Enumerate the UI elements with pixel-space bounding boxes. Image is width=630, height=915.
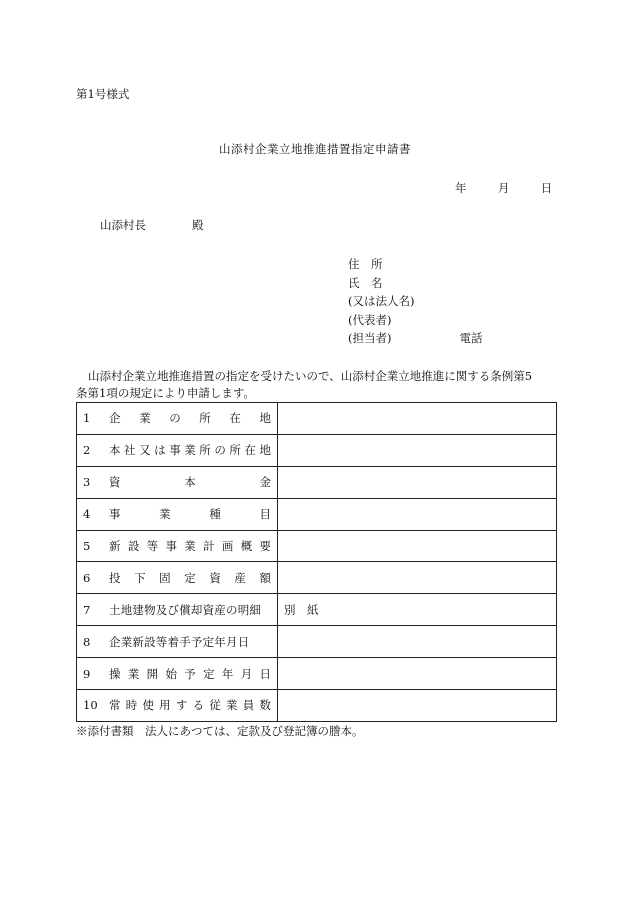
- table-row: [77, 530, 557, 562]
- statement-line-2: 条第1項の規定により申請します。: [76, 386, 255, 400]
- addressee: [100, 217, 204, 233]
- applicant-phone: 電話: [459, 331, 483, 345]
- form-number: 第1号様式: [76, 87, 130, 101]
- addressee-honorific: 殿: [192, 218, 204, 232]
- item-value-cell[interactable]: [278, 690, 557, 722]
- item-number: 10: [83, 698, 98, 713]
- item-number: 4: [83, 507, 91, 522]
- item-number: 8: [83, 634, 91, 649]
- item-number: 5: [83, 539, 91, 553]
- applicant-address: 住 所: [348, 257, 383, 271]
- item-label: 土地建物及び償却資産の明細: [109, 602, 262, 617]
- item-label-cell: [77, 403, 278, 435]
- item-number: 2: [83, 443, 91, 458]
- table-row: [77, 690, 557, 722]
- item-value-cell[interactable]: [278, 658, 557, 690]
- table-row: [77, 434, 557, 466]
- attachment-note: ※添付書類 法人にあつては、定款及び登記簿の謄本。: [76, 724, 364, 738]
- item-label-cell: [77, 690, 278, 722]
- item-value-cell[interactable]: [278, 403, 557, 435]
- table-row: [77, 498, 557, 530]
- item-label-cell: [77, 626, 278, 658]
- item-label: 資 本 金: [109, 475, 271, 490]
- item-value-cell[interactable]: [278, 434, 557, 466]
- item-value-cell[interactable]: [278, 498, 557, 530]
- item-value-cell[interactable]: [278, 466, 557, 498]
- item-label: 企業新設等着手予定年月日: [109, 634, 250, 649]
- table-row: [77, 466, 557, 498]
- item-label: 操 業 開 始 予 定 年 月 日: [109, 666, 271, 681]
- item-label-cell: [77, 562, 278, 594]
- item-label-cell: [77, 434, 278, 466]
- applicant-representative: (代表者): [348, 312, 392, 327]
- table-row: [77, 403, 557, 435]
- item-number: 9: [83, 666, 91, 681]
- applicant-block: [348, 255, 482, 348]
- table-row: [77, 626, 557, 658]
- item-label-cell: [77, 466, 278, 498]
- item-number: 6: [83, 570, 91, 585]
- table-row: [77, 658, 557, 690]
- item-number: 7: [83, 602, 91, 617]
- item-label-cell: [77, 594, 278, 626]
- item-label-cell: [77, 498, 278, 530]
- item-label-cell: [77, 658, 278, 690]
- item-label-cell: [77, 530, 278, 562]
- item-label: 投 下 固 定 資 産 額: [109, 570, 271, 585]
- date-month: 月: [497, 181, 510, 195]
- document-title: 山添村企業立地推進措置指定申請書: [219, 142, 411, 156]
- applicant-corp-name: (又は法人名): [348, 294, 415, 308]
- item-number: 3: [83, 475, 91, 490]
- item-value-cell[interactable]: 別 紙: [278, 594, 557, 626]
- table-row: [77, 562, 557, 594]
- applicant-contact: (担当者): [348, 331, 392, 345]
- item-number: 1: [83, 411, 91, 426]
- applicant-contact-row: [348, 329, 482, 348]
- addressee-name: 山添村長: [100, 218, 146, 232]
- date-line: [455, 180, 552, 196]
- item-label: 事 業 種 目: [109, 507, 271, 522]
- item-value-cell[interactable]: [278, 530, 557, 562]
- table-row: [77, 594, 557, 626]
- item-label: 新 設 等 事 業 計 画 概 要: [109, 539, 271, 553]
- application-statement: [76, 368, 556, 402]
- item-label: 企 業 の 所 在 地: [109, 411, 271, 426]
- date-year: 年: [455, 181, 467, 195]
- date-day: 日: [540, 181, 553, 195]
- item-label: 常 時 使 用 す る 従 業 員 数: [109, 698, 271, 713]
- applicant-name: 氏 名: [348, 275, 383, 290]
- statement-line-1: 山添村企業立地推進措置の指定を受けたいので、山添村企業立地推進に関する条例第5: [88, 369, 533, 383]
- item-value-cell[interactable]: [278, 626, 557, 658]
- item-label: 本 社 又 は 事 業 所 の 所 在 地: [109, 443, 271, 458]
- application-items-table: [76, 402, 557, 722]
- item-value-cell[interactable]: [278, 562, 557, 594]
